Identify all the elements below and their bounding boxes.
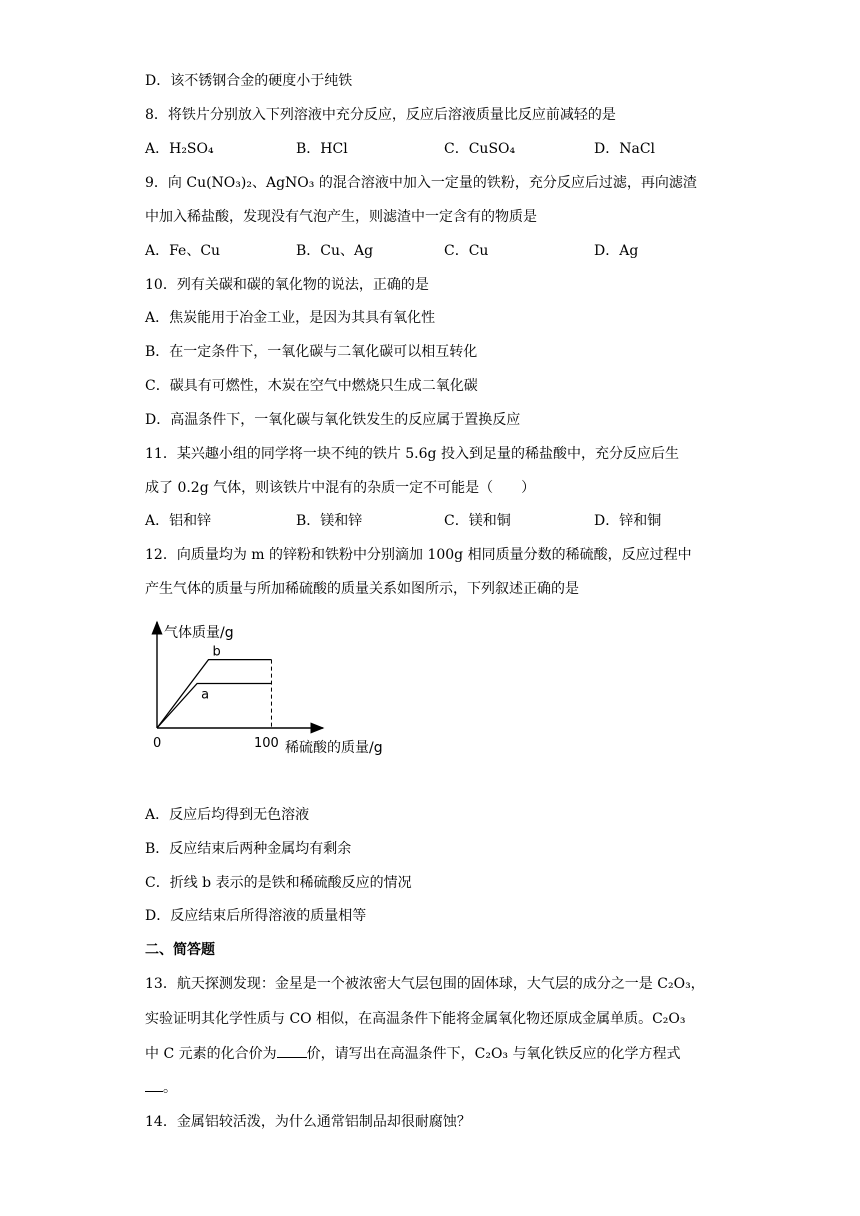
x-tick-label-100: 100 [254,736,279,751]
series-label-a: a [201,687,210,703]
q8-stem: 8．将铁片分别放入下列溶液中充分反应，反应后溶液质量比反应前减轻的是 [145,107,616,123]
q13-equation-blank[interactable] [145,1077,163,1092]
q7-option-d: D．该不锈钢合金的硬度小于纯铁 [145,73,353,89]
q13-line-4 [145,1077,177,1097]
y-axis-label: 气体质量/g [164,625,234,641]
q13-line-4-end: 。 [163,1080,177,1096]
q10-stem: 10．列有关碳和碳的氧化物的说法，正确的是 [145,277,429,293]
series-label-b: b [212,644,221,660]
q12-option-d: D．反应结束后所得溶液的质量相等 [145,908,367,924]
q11-option-b: B．镁和锌 [296,513,363,529]
q13-line-3 [145,1043,681,1063]
q9-stem-line-2: 中加入稀盐酸，发现没有气泡产生，则滤渣中一定含有的物质是 [145,209,537,225]
q11-option-a: A．铝和锌 [145,513,212,529]
q10-option-b: B．在一定条件下，一氧化碳与二氧化碳可以相互转化 [145,344,478,360]
q13-line-1: 13．航天探测发现：金星是一个被浓密大气层包围的固体球，大气层的成分之一是 C₂O₃， [145,976,705,992]
q9-option-a: A．Fe、Cu [145,243,221,259]
q9-option-b: B．Cu、Ag [296,243,374,259]
series-line-b [157,660,272,728]
q14-stem: 14．金属铝较活泼，为什么通常铝制品却很耐腐蚀？ [145,1114,471,1130]
q13-line-3-part-b: 价，请写出在高温条件下，C₂O₃ 与氧化铁反应的化学方程式 [306,1046,681,1062]
x-axis-label: 稀硫酸的质量/g [285,740,383,756]
q11-option-d: D．锌和铜 [594,513,662,529]
gas-mass-chart [140,612,410,762]
q9-option-d: D．Ag [594,243,639,259]
q12-option-b: B．反应结束后两种金属均有剩余 [145,841,352,857]
section-heading: 二、简答题 [145,942,215,958]
q8-option-a: A．H₂SO₄ [145,141,214,157]
q11-option-c: C．镁和铜 [444,513,511,529]
q13-line-3-part-a: 中 C 元素的化合价为 [145,1046,277,1062]
q8-option-d: D．NaCl [594,141,656,157]
q9-stem-line-1: 9．向 Cu(NO₃)₂、AgNO₃ 的混合溶液中加入一定量的铁粉，充分反应后过滤，再向滤渣 [145,175,697,191]
q10-option-c: C．碳具有可燃性，木炭在空气中燃烧只生成二氧化碳 [145,378,478,394]
q9-option-c: C．Cu [444,243,489,259]
q10-option-d: D．高温条件下，一氧化碳与氧化铁发生的反应属于置换反应 [145,412,521,428]
q8-option-c: C．CuSO₄ [444,141,516,157]
q12-stem-line-2: 产生气体的质量与所加稀硫酸的质量关系如图所示，下列叙述正确的是 [145,581,579,597]
q12-stem-line-1: 12．向质量均为 m 的锌粉和铁粉中分别滴加 100g 相同质量分数的稀硫酸，反应过程中 [145,547,692,563]
q12-option-a: A．反应后均得到无色溶液 [145,807,310,823]
q12-option-c: C．折线 b 表示的是铁和稀硫酸反应的情况 [145,875,412,891]
x-tick-label-0: 0 [153,736,162,751]
q10-option-a: A．焦炭能用于冶金工业，是因为其具有氧化性 [145,310,436,326]
q8-option-b: B．HCl [296,141,348,157]
q11-stem-line-2: 成了 0.2g 气体，则该铁片中混有的杂质一定不可能是（ ） [145,480,536,496]
q13-line-2: 实验证明其化学性质与 CO 相似，在高温条件下能将金属氧化物还原成金属单质。C₂O₃ [145,1011,686,1027]
q13-valence-blank[interactable] [277,1043,307,1058]
q11-stem-line-1: 11．某兴趣小组的同学将一块不纯的铁片 5.6g 投入到足量的稀盐酸中，充分反应后生 [145,446,679,462]
